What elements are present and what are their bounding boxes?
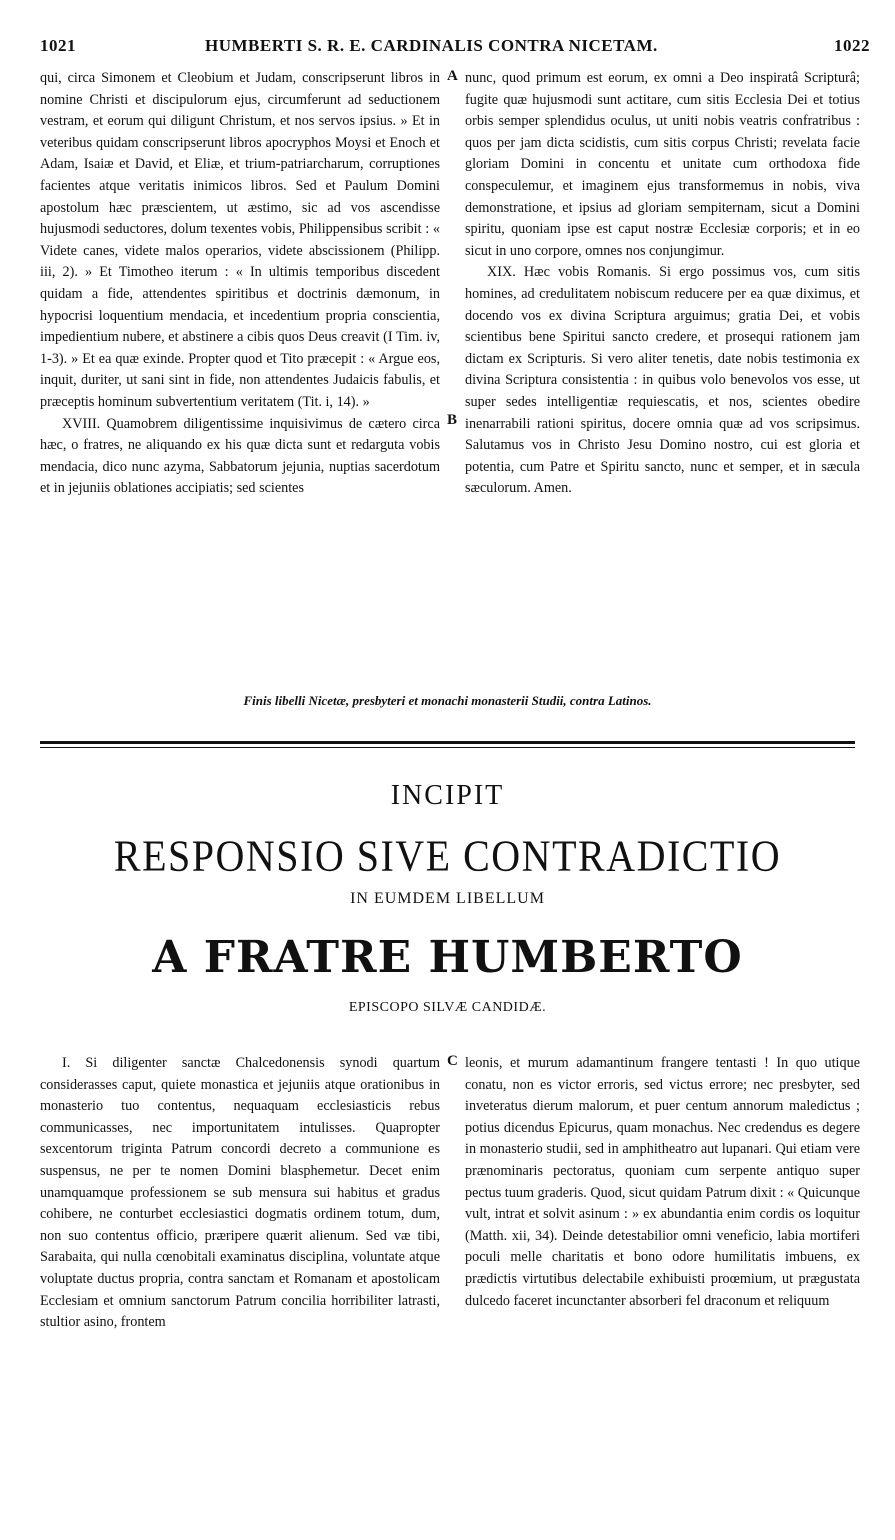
paragraph: nunc, quod primum est eorum, ex omni a Deo inspiratâ Scripturâ; fugite quæ hujusmodi sunt actitare, cum sitis Ecclesia Dei et totius orbis semper splendidus oculus, ut uniti nobis veatris confratribus : quos per jam dicta scidistis, cum sitis corpus Christi; revelata facie gloriam Domini in concentu et unitate cum orthodoxa fide conspeculemur, et imaginem ejus transformemus in nobis, viva demonstratione, et ipsius ad gloriam sempiternam, sicut a Domini spiritu, quoniam ipse est caput nostræ Ecclesiæ corporis; et in eo sicut in uno corpore, omnes nos conjungimur. [465,70,860,259]
page-number-left: 1021 [40,36,76,55]
title-humberto: A FRATRE HUMBERTO [152,932,743,983]
title-episcopo: EPISCOPO SILVÆ CANDIDÆ. [348,1000,547,1015]
margin-marker-a: A [447,68,458,84]
paragraph-i: I. Si diligenter sanctæ Chalcedonensis synodi quartum considerasses caput, quiete monastica et jejuniis atque orationibus in monasterio tuo contentus, nequaquam ecclesiasticis rebus communicasses, nec importunitatem intulisses. Quapropter sexcentorum triginta Patrum concordi decreto a communione es suspensus, ne per te nomen Domini blasphemetur. Decet enim unamquamque professionem se sub mensura sui habitus et gradus cohibere, ne conturbet ecclesiastici dogmatis ordinem totum, dum, non suo contentus officio, præripere quærit alienum. Sed væ tibi, Sarabaita, qui nulla cœnobitali examinatus disciplina, voluntate atque voluptate ductus propria, contra sanctam et Romanam et apostolicam Ecclesiam et omnium sanctorum Patrum concilia horribiliter latrasti, stultior asino, frontem [40,1055,440,1331]
running-header [40,36,870,62]
lower-right-column [465,1053,860,1312]
paragraph-xix: XIX. Hæc vobis Romanis. Si ergo possimus vos, cum sitis homines, ad credulitatem nobiscum reducere per ea quæ diximus, et docendo vos ex divina Scriptura arguimus; gratia Dei, et vobis scientibus bene Spiritui sancto credere, et prosequi rationem jam dictam ex Scripturis. Si vero aliter tenetis, date nobis testimonia ex divina Scriptura consistentia : in quibus volo benevolos vos esse, ut super sedes intelligentiæ requiescatis, et nos, scientes obedire inenarrabili rationi spiritus, docere omnia quæ ad vos scripsimus. Salutamus vos in Christo Jesu Domino nostro, cui est gloria et potentia, cum Patre et Spiritu sancto, nunc et semper, et in sæcula sæculorum. Amen. [465,264,860,497]
paragraph-xviii: XVIII. Quamobrem diligentissime inquisivimus de cætero circa hæc, o fratres, ne aliquando ex his quæ dicta sunt et redarguta vobis mendacia, dico nunc azyma, Sabbatorum jejunia, nuptias sacerdotum et in jejuniis oblationes accipiatis; sed scientes [40,415,440,497]
upper-left-column [40,68,440,500]
finis-line: Finis libelli Nicetæ, presbyteri et monachi monasterii Studii, contra Latinos. [243,693,652,708]
divider-thick [40,741,855,744]
paragraph: qui, circa Simonem et Cleobium et Judam, conscripserunt libros in nomine Christi et discipulorum ejus, circumferunt ad seductionem vestram, et eorum qui diligunt Christum, et nos servos ipsius. » Et in veteribus quidam conscripserunt libros apocryphos Moysi et Enoch et Adam, Isaiæ et David, et Eliæ, et trium-patriarcharum, corruptiones facientes atque veritatis inimicos libros. Sed et Paulum Domini apostolum hæc præscientem, ut æstimo, sic ad vos ascendisse hujusmodi seductores, dolum texentes vobis, Philippensibus scribit : « Videte canes, videte malos operarios, videte abscissionem (Philipp. iii, 2). » Et Timotheo iterum : « In ultimis temporibus discedent quidam a fide, attendentes spiritibus et doctrinis dæmonum, in hypocrisi loquentium mendacia, et incedentium propria conscientia, impedientium nubere, et abstinere a cibis quos Deus creavit (I Tim. iv, 1-3). » Et ea quæ exinde. Propter quod et Tito præcepit : « Argue eos, inquit, duriter, ut sani sint in fide, non attendentes Judaicis fabulis, et præceptis hominum subvertentium veritatem (Tit. i, 14). » [40,70,440,410]
margin-marker-b: B [447,412,458,428]
lower-left-column [40,1053,440,1334]
margin-marker-c: C [447,1053,458,1069]
divider-thin [40,747,855,748]
title-incipit: INCIPIT [390,780,505,811]
page-number-right: 1022 [834,36,870,55]
title-libellum: IN EUMDEM LIBELLUM [350,890,545,907]
upper-right-column [465,68,860,500]
paragraph: leonis, et murum adamantinum frangere tentasti ! In quo utique conatu, non es victor erroris, sed victus errore; nec presbyter, sed inveteratus dierum malorum, et puer centum annorum maledictus ; potius dicendus Epicurus, quam monachus. Nec credendus es degere in monasterio studii, sed in amphitheatro aut lupanari. Qui etiam vere prænominaris pectoratus, quoniam cum serpente antiquo super pectus tuum graderis. Quod, sicut quidam Patrum dixit : « Quicunque vult, intrat et solvit asinum : » ex abundantia enim cordis os loquitur (Matth. xii, 34). Deinde detestabilior omni veneficio, labia mortiferi poculi melle charitatis et bono odore humilitatis imbuens, ex prædictis virtutibus delectabile exhibuisti proœmium, ut prægustata dulcedo faceret incunctanter absorberi fel draconum et reliquum [465,1055,860,1309]
title-responsio: RESPONSIO SIVE CONTRADICTIO [113,830,782,881]
running-title: HUMBERTI S. R. E. CARDINALIS CONTRA NICETAM. [205,36,658,55]
